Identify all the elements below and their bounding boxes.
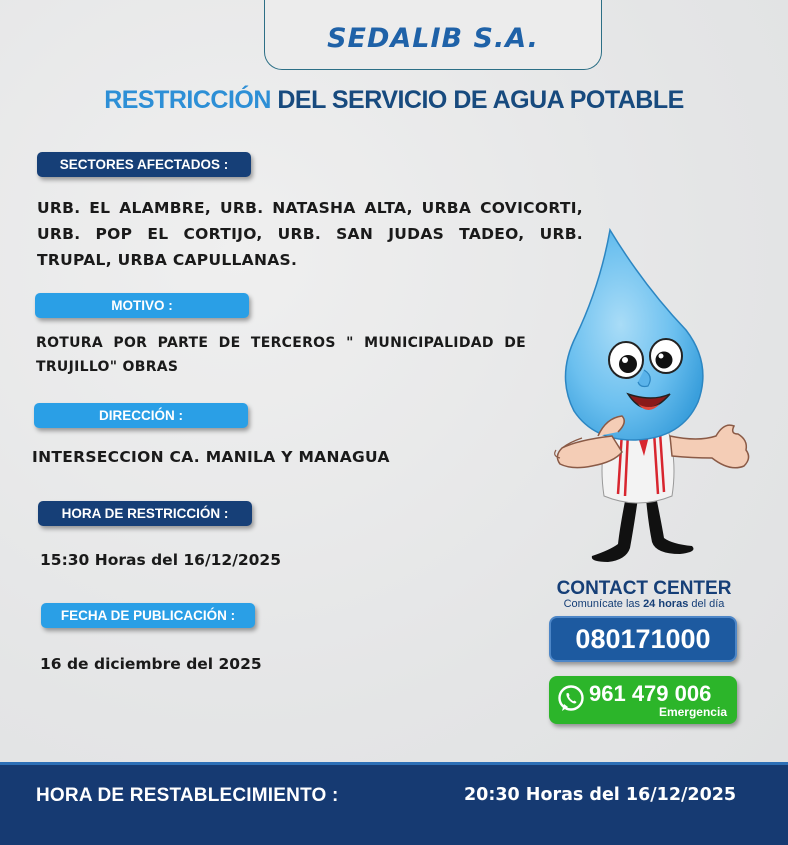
- page-title: [0, 86, 788, 115]
- fecha-label: FECHA DE PUBLICACIÓN :: [41, 603, 255, 628]
- contact-phone-button[interactable]: 080171000: [549, 616, 737, 662]
- motivo-label: MOTIVO :: [35, 293, 249, 318]
- footer-bar: [0, 762, 788, 845]
- direccion-value: INTERSECCION CA. MANILA Y MANAGUA: [32, 448, 390, 466]
- whatsapp-icon: [556, 684, 586, 714]
- fecha-value: 16 de diciembre del 2025: [40, 655, 262, 673]
- hora-value: 15:30 Horas del 16/12/2025: [40, 551, 281, 569]
- title-highlight: RESTRICCIÓN: [104, 86, 271, 114]
- whatsapp-number: 961 479 006: [589, 681, 712, 706]
- restablecimiento-label: HORA DE RESTABLECIMIENTO :: [36, 785, 339, 806]
- direccion-label: DIRECCIÓN :: [34, 403, 248, 428]
- contact-sub-post: del día: [688, 598, 725, 610]
- water-drop-mascot-icon: [548, 226, 758, 566]
- whatsapp-label: Emergencia: [658, 705, 727, 719]
- restablecimiento-value: 20:30 Horas del 16/12/2025: [464, 785, 737, 805]
- contact-center-subtitle: [548, 598, 740, 610]
- sectores-value: URB. EL ALAMBRE, URB. NATASHA ALTA, URBA COVICORTI, URB. POP EL CORTIJO, URB. SAN JUDAS TADEO, URB. TRUPAL, URBA CAPULLANAS.: [37, 199, 583, 269]
- contact-sub-bold: 24 horas: [643, 598, 689, 610]
- whatsapp-emergency-button[interactable]: [549, 676, 737, 724]
- contact-sub-pre: Comunícate las: [563, 598, 644, 610]
- motivo-value: ROTURA POR PARTE DE TERCEROS " MUNICIPALIDAD DE TRUJILLO" OBRAS: [36, 335, 526, 375]
- logo-box: [264, 0, 602, 70]
- title-rest: DEL SERVICIO DE AGUA POTABLE: [270, 86, 684, 114]
- sectores-label: SECTORES AFECTADOS :: [37, 152, 251, 177]
- hora-label: HORA DE RESTRICCIÓN :: [38, 501, 252, 526]
- contact-center-title: CONTACT CENTER: [556, 578, 732, 599]
- logo: SEDALIB S.A.: [327, 23, 539, 54]
